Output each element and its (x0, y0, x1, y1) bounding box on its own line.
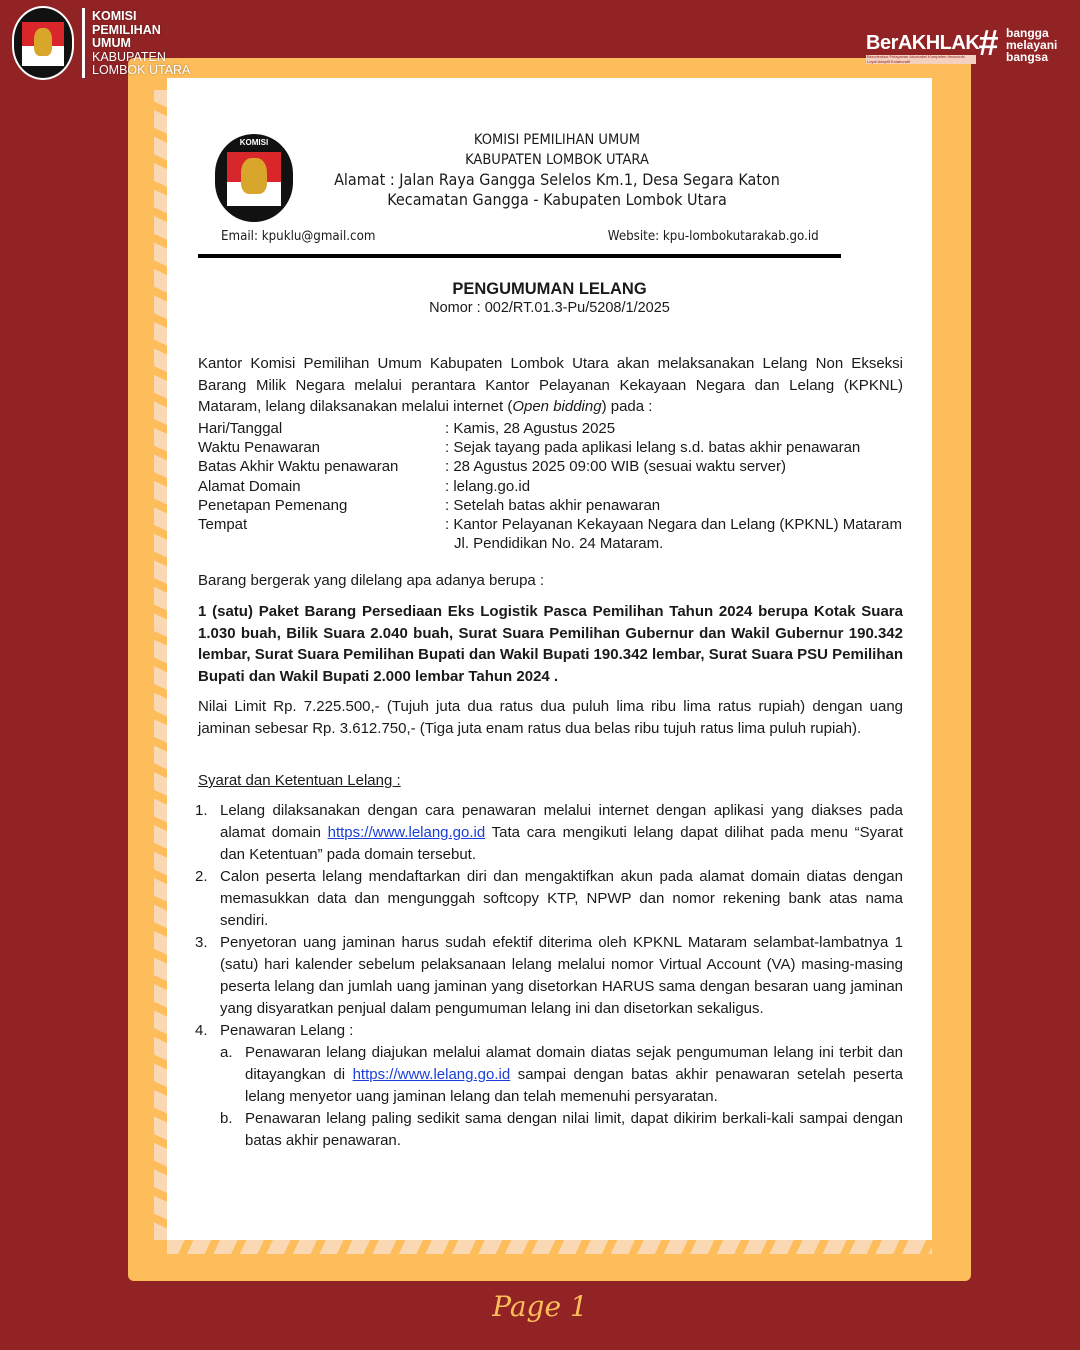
org-line: PEMILIHAN (92, 22, 161, 37)
detail-value: : 28 Agustus 2025 09:00 WIB (sesuai waktu server) (445, 458, 787, 476)
goods-intro: Barang bergerak yang dilelang apa adanya berupa : (198, 572, 545, 589)
list-item (195, 866, 903, 932)
document-page (167, 78, 932, 1240)
address-line: Kecamatan Gangga - Kabupaten Lombok Utara (387, 190, 727, 209)
limit-paragraph: Nilai Limit Rp. 7.225.500,- (Tujuh juta dua ratus dua puluh lima ribu lima ratus rupiah) dengan uang jaminan sebesar Rp. 3.612.750,- (Tiga juta enam ratus dua belas ribu tujuh ratus lima puluh rupiah). (198, 698, 903, 737)
detail-row (198, 457, 903, 476)
bangga-logo (1006, 27, 1057, 63)
sub-item (220, 1042, 903, 1108)
lelang-link[interactable]: https://www.lelang.go.id (327, 824, 486, 841)
details-table (198, 419, 903, 553)
sub-item (220, 1108, 903, 1152)
decorative-stripes (154, 90, 167, 1240)
detail-row (198, 496, 903, 515)
bangga-line: bangga (1006, 26, 1049, 40)
org-line: KABUPATEN (92, 49, 166, 64)
text: Penawaran Lelang : (220, 1022, 354, 1039)
text: Calon peserta lelang mendaftarkan diri dan mengaktifkan akun pada alamat domain diatas dengan memasukkan data dan mengunggah softcopy KTP, NPWP dan nomor rekening bank atas nama sendiri. (220, 868, 903, 929)
item-number: 3. (195, 934, 208, 951)
letterhead (323, 130, 791, 210)
org-line: UMUM (92, 36, 131, 50)
item-number: 4. (195, 1022, 208, 1039)
divider (82, 8, 85, 78)
italic-text: Open bidding (512, 398, 602, 416)
detail-value: : Setelah batas akhir penawaran (445, 496, 661, 514)
letterhead-line: KABUPATEN LOMBOK UTARA (465, 152, 649, 168)
bangga-line: bangsa (1006, 50, 1049, 64)
item-number: 2. (195, 868, 208, 885)
decorative-stripes (167, 1240, 932, 1254)
kpu-logo (12, 6, 74, 80)
text: sampai dengan batas akhir penawaran setelah peserta lelang menyetor uang jaminan lelang dan telah memenuhi persyaratan. (245, 1066, 903, 1105)
intro-paragraph (198, 353, 903, 418)
detail-key: Penetapan Pemenang (198, 496, 348, 514)
detail-row (198, 438, 903, 457)
text: ) pada : (601, 398, 653, 416)
detail-row (198, 477, 903, 496)
text: Penawaran lelang paling sedikit sama dengan nilai limit, dapat dikirim berkali-kali sampai dengan batas akhir penawaran. (245, 1110, 903, 1149)
kpu-seal-logo (215, 134, 293, 222)
page-label: Page 1 (492, 1290, 588, 1323)
text: Penawaran lelang diajukan melalui alamat domain diatas sejak pengumuman lelang ini terbit dan ditayangkan di (245, 1044, 903, 1083)
list-item (195, 1020, 903, 1152)
detail-key: Tempat (198, 516, 248, 534)
website: Website: kpu-lombokutarakab.go.id (608, 228, 819, 244)
item-letter: b. (220, 1110, 233, 1127)
list-item (195, 800, 903, 866)
text: Kantor Komisi Pemilihan Umum Kabupaten Lombok Utara akan melaksanakan Lelang Non Ekseksi Barang Milik Negara melalui perantara Kantor Pelayanan Kekayaan Negara dan Lelang (KPKNL) Mataram, lelang dilaksanakan melalui internet ( (198, 355, 903, 416)
org-name (92, 10, 190, 78)
org-line: KOMISI (92, 9, 137, 23)
logo-text: KOMISI (239, 138, 269, 147)
email: Email: kpuklu@gmail.com (221, 228, 376, 244)
detail-key: Alamat Domain (198, 477, 301, 495)
list-item (195, 932, 903, 1020)
lelang-link[interactable]: https://www.lelang.go.id (352, 1066, 511, 1083)
sub-list (220, 1042, 903, 1152)
letterhead-rule (198, 254, 841, 258)
detail-key: Waktu Penawaran (198, 439, 321, 457)
berakhlak-logo: BerAKHLAK (866, 32, 980, 54)
detail-key: Batas Akhir Waktu penawaran (198, 458, 399, 476)
text: Penyetoran uang jaminan harus sudah efektif diterima oleh KPKNL Mataram selambat-lambatnya 1 (satu) hari kalender sebelum pelaksanaan lelang melalui nomor Virtual Account (VA) masing-masing peserta lelang dan jumlah uang jaminan yang disetorkan HARUS sama dengan besaran uang jaminan yang disyaratkan penjual dalam pengumuman lelang ini dan disetorkan sekaligus. (220, 934, 903, 1017)
berakhlak-tagline: Berorientasi Pelayanan Akuntabel Kompeten Harmonis Loyal Adaptif Kolaboratif (866, 55, 976, 64)
org-line: LOMBOK UTARA (92, 63, 191, 77)
document-title: PENGUMUMAN LELANG (452, 280, 647, 298)
detail-row (198, 419, 903, 438)
detail-key: Hari/Tanggal (198, 420, 283, 437)
terms-list (195, 800, 903, 1152)
detail-value: : lelang.go.id (445, 477, 531, 495)
goods-description: 1 (satu) Paket Barang Persediaan Eks Logistik Pasca Pemilihan Tahun 2024 berupa Kotak Suara 1.030 buah, Bilik Suara 2.040 buah, Surat Suara Pemilihan Gubernur dan Wakil Gubernur 190.342 lembar, Surat Suara Pemilihan Bupati dan Wakil Bupati 190.342 lembar, Surat Suara PSU Pemilihan Bupati dan Wakil Bupati 2.000 lembar Tahun 2024 . (198, 603, 903, 686)
detail-value: : Sejak tayang pada aplikasi lelang s.d. batas akhir penawaran (445, 439, 861, 457)
hashtag-icon: # (978, 22, 999, 63)
text: Lelang dilaksanakan dengan cara penawaran melalui internet dengan aplikasi yang diakses pada alamat domain (220, 802, 903, 841)
text: Tata cara mengikuti lelang dapat dilihat pada menu “Syarat dan Ketentuan” pada domain tersebut. (220, 824, 903, 863)
bangga-line: melayani (1006, 38, 1058, 52)
detail-value: : Kamis, 28 Agustus 2025 (445, 420, 616, 437)
detail-value: : Kantor Pelayanan Kekayaan Negara dan Lelang (KPKNL) Mataram Jl. Pendidikan No. 24 Mataram. (445, 516, 902, 553)
document-number: Nomor : 002/RT.01.3-Pu/5208/1/2025 (429, 300, 670, 316)
terms-heading: Syarat dan Ketentuan Lelang : (198, 772, 401, 789)
item-letter: a. (220, 1044, 233, 1061)
detail-row (198, 515, 903, 553)
item-number: 1. (195, 802, 208, 819)
letterhead-line: KOMISI PEMILIHAN UMUM (473, 132, 641, 148)
address-line: Alamat : Jalan Raya Gangga Selelos Km.1, Desa Segara Katon (334, 170, 780, 189)
